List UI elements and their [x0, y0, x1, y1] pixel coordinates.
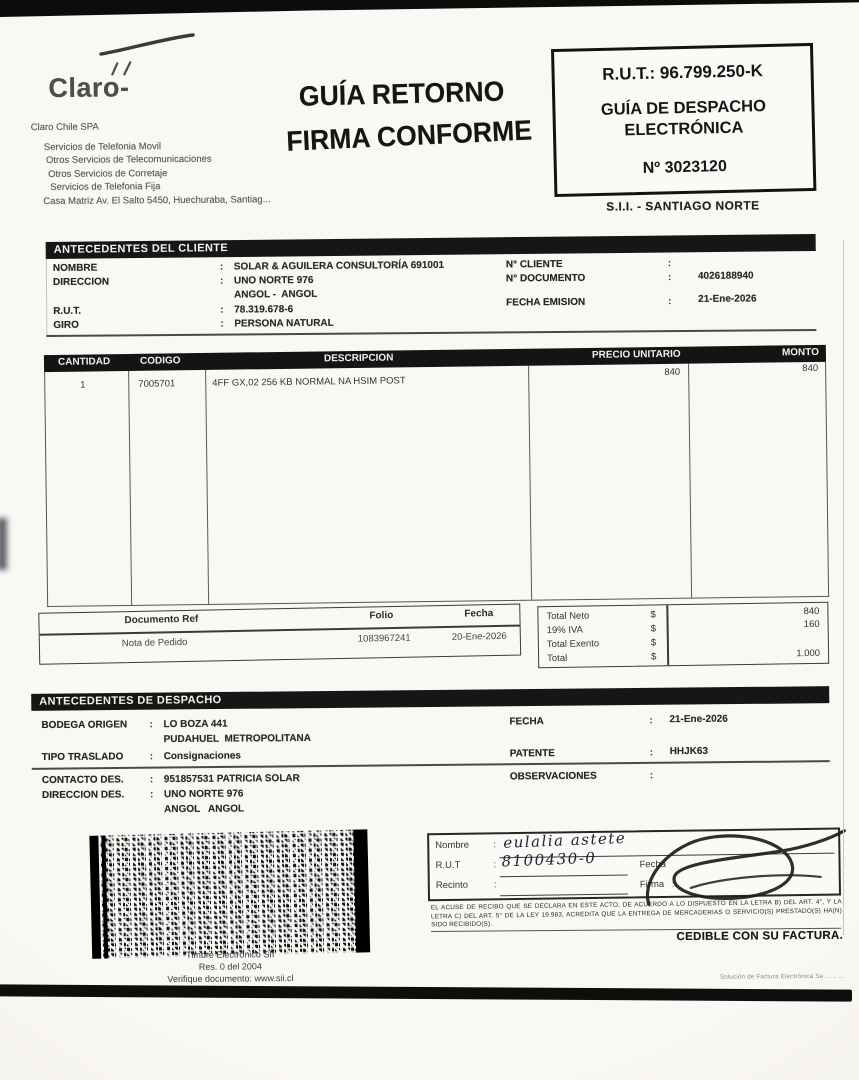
cedible-text: CEDIBLE CON SU FACTURA. — [676, 929, 844, 944]
sii-office: S.I.I. - SANTIAGO NORTE — [606, 198, 760, 214]
items-header-descripcion: DESCRIPCION — [323, 352, 394, 365]
colon: : — [668, 296, 672, 308]
colon: : — [219, 275, 224, 287]
ref-header-documento: Documento Ref — [124, 613, 199, 627]
stamp-firma-conforme: FIRMA CONFORME — [285, 114, 533, 157]
colon: : — [671, 878, 675, 890]
stamp-guia-retorno: GUÍA RETORNO — [298, 75, 505, 112]
handwritten-rut: 8100430-0 — [501, 848, 597, 871]
client-direccion-label: DIRECCION — [52, 276, 110, 288]
recinto-line — [500, 893, 628, 896]
ref-header-folio: Folio — [369, 609, 394, 622]
item-cantidad: 1 — [80, 379, 86, 391]
colon: : — [149, 751, 154, 763]
colon: : — [667, 272, 672, 284]
ref-header-fecha: Fecha — [464, 608, 494, 620]
tipo-traslado-value: Consignaciones — [163, 750, 241, 763]
colon: : — [149, 774, 154, 786]
ref-header-rule — [40, 625, 520, 636]
rut-number: R.U.T.: 96.799.250-K — [602, 61, 764, 84]
client-ndocumento-label: N° DOCUMENTO — [505, 272, 586, 285]
colon: : — [220, 304, 224, 316]
currency-sign: $ — [650, 637, 657, 649]
direccion-des-value1: UNO NORTE 976 — [163, 788, 244, 801]
receipt-firma-label: Firma — [639, 878, 665, 891]
items-table-body — [44, 362, 829, 607]
client-left-border — [46, 259, 48, 335]
items-header-monto: MONTO — [781, 346, 820, 359]
claro-logo: Claro- — [48, 72, 130, 103]
currency-sign: $ — [651, 651, 657, 663]
reference-table — [38, 604, 521, 665]
colon: : — [149, 719, 153, 731]
receipt-fecha-label: Fecha — [639, 858, 667, 871]
claro-logo-tick-icon — [108, 60, 142, 76]
colon: : — [493, 859, 497, 871]
colon: : — [667, 258, 672, 270]
client-direccion-value2: ANGOL - ANGOL — [234, 288, 318, 301]
item-descripcion: 4FF GX,02 256 KB NORMAL NA HSIM POST — [212, 375, 406, 389]
client-giro-label: GIRO — [53, 319, 79, 331]
totals-box — [537, 602, 829, 669]
company-line: Otros Servicios de Corretaje — [48, 167, 168, 180]
ref-folio-value: 1083967241 — [357, 632, 411, 645]
currency-sign: $ — [650, 623, 657, 635]
bodega-value2: PUDAHUEL METROPOLITANA — [163, 732, 312, 746]
items-table — [44, 345, 829, 607]
total-exento-label: Total Exento — [546, 638, 600, 651]
company-line: Servicios de Telefonia Movil — [43, 140, 162, 153]
receipt-recinto-label: Recinto — [435, 879, 469, 892]
legal-acuse-text: EL ACUSE DE RECIBO QUE SE DECLARA EN ESTE ACTO, DE ACUERDO A LO DISPUESTO EN LA LETRA B) DEL ART. 4°, Y LA LETRA C) DEL ART. 5° DE LA LEY 19.983, ACREDITA QUE LA ENTREGA DE MERCADERIAS O SERVICIO(S) PRESTADO(S) HA(N) SIDO RECIBIDO(S). — [430, 898, 842, 929]
ref-fecha-value: 20-Ene-2026 — [451, 630, 507, 643]
client-direccion-value1: UNO NORTE 976 — [233, 274, 314, 287]
colon: : — [149, 789, 154, 801]
patente-value: HHJK63 — [669, 745, 709, 758]
bodega-value1: LO BOZA 441 — [163, 718, 228, 731]
ref-documento-value: Nota de Pedido — [121, 636, 188, 650]
timbre-line2: Res. 0 del 2004 — [198, 961, 262, 972]
scan-smudge — [0, 518, 7, 570]
client-bottom-rule — [46, 329, 816, 337]
bodega-label: BODEGA ORIGEN — [41, 719, 128, 732]
receipt-rut-label: R.U.T — [435, 859, 461, 872]
despacho-fecha-value: 21-Ene-2026 — [669, 713, 728, 726]
company-line: Servicios de Telefonia Fija — [50, 181, 161, 193]
company-line: Casa Matriz Av. El Salto 5450, Huechuraba, Santiag... — [43, 193, 271, 207]
client-ndocumento-value: 4026188940 — [697, 270, 754, 282]
iva-value: 160 — [803, 618, 820, 631]
total-neto-value: 840 — [803, 605, 820, 618]
colon: : — [649, 770, 654, 782]
colon: : — [649, 747, 654, 759]
client-giro-value: PERSONA NATURAL — [234, 317, 334, 330]
company-line: Claro Chile SPA — [30, 121, 99, 134]
colon: : — [220, 318, 224, 330]
contacto-value: 951857531 PATRICIA SOLAR — [163, 773, 300, 786]
total-neto-label: Total Neto — [546, 610, 590, 623]
page-edge-line — [843, 240, 844, 935]
totals-divider — [666, 605, 669, 665]
client-nombre-label: NOMBRE — [52, 262, 98, 274]
client-rut-value: 78.319.678-6 — [234, 304, 294, 316]
footer-provider-note: Solución de Factura Electrónica Se... ... ... — [719, 972, 845, 981]
client-rut-label: R.U.T. — [53, 305, 82, 317]
client-ncliente-label: N° CLIENTE — [505, 258, 563, 271]
observaciones-label: OBSERVACIONES — [509, 770, 597, 783]
company-line: Otros Servicios de Telecomunicaciones — [45, 153, 212, 167]
timbre-line3: Verifique documento: www.sii.cl — [167, 973, 294, 985]
doc-type-line1: GUÍA DE DESPACHO — [600, 97, 767, 119]
item-precio-unitario: 840 — [664, 366, 681, 378]
folio-number: Nº 3023120 — [642, 157, 728, 177]
items-header-codigo: CODIGO — [139, 355, 181, 367]
handwritten-nombre: eulalia astete — [502, 828, 627, 852]
client-fecha-emision-value: 21-Ene-2026 — [698, 293, 757, 305]
item-monto: 840 — [802, 362, 819, 375]
total-value: 1.000 — [796, 647, 821, 660]
item-codigo: 7005701 — [138, 378, 176, 390]
rut-line — [500, 874, 628, 877]
colon: : — [493, 839, 496, 851]
timbre-barcode — [89, 829, 370, 959]
sii-rut-box — [551, 43, 816, 197]
total-label: Total — [547, 652, 568, 665]
colon: : — [649, 715, 653, 727]
section-antecedentes-despacho: ANTECEDENTES DE DESPACHO — [31, 686, 829, 711]
client-fecha-emision-label: FECHA EMISION — [506, 296, 586, 309]
client-nombre-value: SOLAR & AGUILERA CONSULTORÍA 691001 — [233, 259, 445, 273]
direccion-des-value2: ANGOL ANGOL — [164, 803, 245, 816]
company-info — [31, 119, 271, 208]
items-header-precio: PRECIO UNITARIO — [591, 348, 681, 361]
direccion-des-label: DIRECCION DES. — [41, 789, 125, 802]
patente-label: PATENTE — [509, 748, 555, 760]
contacto-label: CONTACTO DES. — [41, 774, 124, 787]
receipt-nombre-label: Nombre — [435, 839, 470, 852]
items-header-cantidad: CANTIDAD — [57, 356, 111, 368]
iva-label: 19% IVA — [546, 624, 584, 637]
despacho-fecha-label: FECHA — [509, 716, 544, 728]
colon: : — [493, 879, 497, 891]
colon: : — [219, 261, 224, 273]
section-antecedentes-cliente: ANTECEDENTES DEL CLIENTE — [46, 234, 816, 259]
timbre-line1: Timbre Electrónico SII — [186, 949, 275, 960]
tipo-traslado-label: TIPO TRASLADO — [41, 751, 124, 764]
currency-sign: $ — [650, 609, 656, 621]
pen-mark — [95, 30, 200, 60]
doc-type-line2: ELECTRÓNICA — [624, 118, 744, 140]
timbre-caption — [121, 948, 339, 986]
